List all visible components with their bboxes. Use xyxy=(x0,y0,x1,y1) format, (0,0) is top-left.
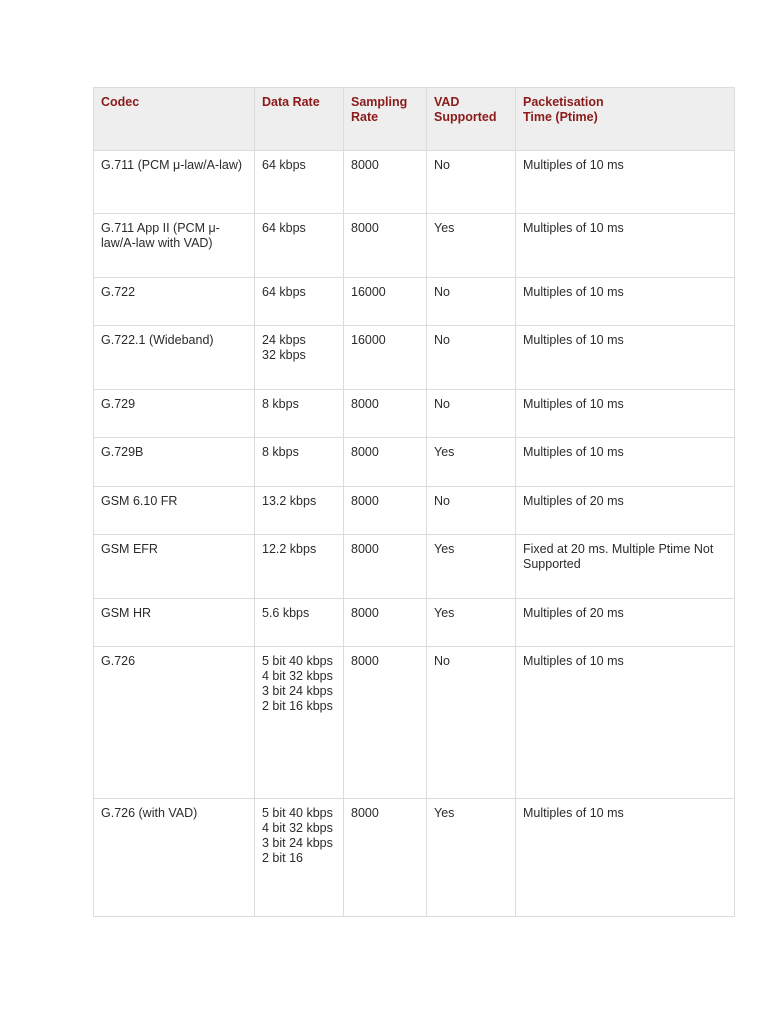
cell-data-rate-text: 12.2 kbps xyxy=(262,542,317,556)
cell-sampling-rate-text: 16000 xyxy=(351,333,386,347)
cell-codec xyxy=(94,438,255,487)
header-sampling-rate-line: Sampling xyxy=(351,95,408,109)
cell-sampling-rate xyxy=(344,487,427,535)
cell-sampling-rate xyxy=(344,214,427,278)
cell-data-rate xyxy=(255,535,344,599)
cell-ptime xyxy=(516,535,735,599)
cell-sampling-rate-text: 8000 xyxy=(351,494,379,508)
header-data-rate-line: Data Rate xyxy=(262,95,320,109)
cell-data-rate xyxy=(255,390,344,438)
table-row xyxy=(94,799,735,917)
cell-data-rate xyxy=(255,214,344,278)
cell-sampling-rate xyxy=(344,390,427,438)
header-codec xyxy=(94,88,255,151)
cell-data-rate xyxy=(255,599,344,647)
cell-vad xyxy=(427,535,516,599)
cell-data-rate-text: 64 kbps xyxy=(262,221,306,235)
header-sampling-rate xyxy=(344,88,427,151)
cell-data-rate xyxy=(255,647,344,799)
cell-vad-text: Yes xyxy=(434,806,455,820)
cell-data-rate-text: 2 bit 16 xyxy=(262,851,304,865)
cell-vad xyxy=(427,278,516,326)
cell-codec-text: G.711 (PCM μ-law/A-law) xyxy=(101,158,243,172)
cell-ptime-text: Multiples of 10 ms xyxy=(523,654,624,668)
cell-data-rate-text: 5 bit 40 kbps xyxy=(262,806,333,820)
cell-ptime xyxy=(516,390,735,438)
cell-data-rate-text: 32 kbps xyxy=(262,348,306,362)
cell-codec-text: GSM HR xyxy=(101,606,151,620)
cell-sampling-rate xyxy=(344,599,427,647)
cell-sampling-rate-text: 8000 xyxy=(351,445,379,459)
cell-sampling-rate-text: 8000 xyxy=(351,654,379,668)
cell-ptime xyxy=(516,647,735,799)
cell-vad-text: Yes xyxy=(434,542,455,556)
cell-codec-text: G.729B xyxy=(101,445,144,459)
cell-data-rate xyxy=(255,278,344,326)
cell-sampling-rate xyxy=(344,278,427,326)
cell-data-rate xyxy=(255,438,344,487)
cell-data-rate-text: 5 bit 40 kbps xyxy=(262,654,333,668)
header-vad-line: VAD xyxy=(434,95,460,109)
table-row xyxy=(94,599,735,647)
cell-codec-text: G.726 (with VAD) xyxy=(101,806,198,820)
cell-ptime xyxy=(516,326,735,390)
cell-codec xyxy=(94,647,255,799)
table-header-row xyxy=(94,88,735,151)
cell-sampling-rate-text: 8000 xyxy=(351,221,379,235)
cell-sampling-rate xyxy=(344,326,427,390)
cell-data-rate-text: 64 kbps xyxy=(262,285,306,299)
cell-ptime xyxy=(516,214,735,278)
cell-vad xyxy=(427,599,516,647)
cell-vad xyxy=(427,214,516,278)
header-vad-supported xyxy=(427,88,516,151)
cell-codec xyxy=(94,278,255,326)
cell-sampling-rate xyxy=(344,438,427,487)
cell-data-rate-text: 13.2 kbps xyxy=(262,494,317,508)
cell-ptime-text: Fixed at 20 ms. Multiple Ptime Not Supported xyxy=(523,542,714,571)
cell-data-rate xyxy=(255,799,344,917)
table-row xyxy=(94,214,735,278)
table-row xyxy=(94,535,735,599)
cell-data-rate-text: 5.6 kbps xyxy=(262,606,310,620)
cell-vad-text: Yes xyxy=(434,445,455,459)
cell-codec xyxy=(94,151,255,214)
cell-vad-text: No xyxy=(434,494,450,508)
header-vad-line: Supported xyxy=(434,110,497,124)
cell-sampling-rate-text: 8000 xyxy=(351,397,379,411)
cell-sampling-rate-text: 16000 xyxy=(351,285,386,299)
header-ptime-line: Packetisation xyxy=(523,95,604,109)
cell-ptime xyxy=(516,278,735,326)
cell-ptime-text: Multiples of 20 ms xyxy=(523,494,624,508)
table-row xyxy=(94,390,735,438)
cell-codec-text: G.726 xyxy=(101,654,136,668)
cell-data-rate-text: 4 bit 32 kbps xyxy=(262,821,333,835)
cell-codec xyxy=(94,535,255,599)
table-body xyxy=(94,151,735,917)
cell-ptime-text: Multiples of 10 ms xyxy=(523,285,624,299)
cell-vad-text: No xyxy=(434,158,450,172)
cell-sampling-rate-text: 8000 xyxy=(351,606,379,620)
cell-sampling-rate xyxy=(344,151,427,214)
cell-codec xyxy=(94,214,255,278)
cell-codec xyxy=(94,326,255,390)
header-data-rate xyxy=(255,88,344,151)
cell-vad-text: No xyxy=(434,285,450,299)
cell-ptime-text: Multiples of 10 ms xyxy=(523,445,624,459)
cell-sampling-rate-text: 8000 xyxy=(351,542,379,556)
cell-data-rate xyxy=(255,151,344,214)
cell-data-rate-text: 2 bit 16 kbps xyxy=(262,699,333,713)
cell-vad xyxy=(427,647,516,799)
cell-vad xyxy=(427,487,516,535)
header-sampling-rate-line: Rate xyxy=(351,110,379,124)
cell-ptime-text: Multiples of 10 ms xyxy=(523,333,624,347)
cell-codec xyxy=(94,799,255,917)
cell-codec-text: G.711 App II (PCM μ-law/A-law with VAD) xyxy=(101,221,220,250)
cell-vad-text: No xyxy=(434,654,450,668)
cell-sampling-rate xyxy=(344,535,427,599)
cell-vad xyxy=(427,438,516,487)
cell-sampling-rate-text: 8000 xyxy=(351,806,379,820)
cell-ptime xyxy=(516,799,735,917)
cell-ptime-text: Multiples of 10 ms xyxy=(523,806,624,820)
cell-vad xyxy=(427,326,516,390)
cell-ptime xyxy=(516,151,735,214)
cell-data-rate-text: 4 bit 32 kbps xyxy=(262,669,333,683)
cell-data-rate-text: 24 kbps xyxy=(262,333,306,347)
cell-data-rate-text: 8 kbps xyxy=(262,445,299,459)
cell-codec-text: GSM 6.10 FR xyxy=(101,494,178,508)
cell-ptime-text: Multiples of 10 ms xyxy=(523,158,624,172)
codec-table xyxy=(93,87,735,917)
cell-codec-text: G.729 xyxy=(101,397,136,411)
table-row xyxy=(94,278,735,326)
cell-vad xyxy=(427,799,516,917)
cell-ptime xyxy=(516,438,735,487)
header-ptime-line: Time (Ptime) xyxy=(523,110,598,124)
cell-data-rate-text: 64 kbps xyxy=(262,158,306,172)
cell-ptime-text: Multiples of 20 ms xyxy=(523,606,624,620)
table-row xyxy=(94,487,735,535)
cell-data-rate-text: 3 bit 24 kbps xyxy=(262,684,333,698)
cell-sampling-rate-text: 8000 xyxy=(351,158,379,172)
cell-vad-text: No xyxy=(434,333,450,347)
table-row xyxy=(94,326,735,390)
cell-data-rate xyxy=(255,326,344,390)
cell-sampling-rate xyxy=(344,647,427,799)
cell-ptime xyxy=(516,599,735,647)
cell-ptime xyxy=(516,487,735,535)
cell-data-rate xyxy=(255,487,344,535)
header-codec-line: Codec xyxy=(101,95,140,109)
cell-vad xyxy=(427,390,516,438)
cell-codec xyxy=(94,390,255,438)
table-row xyxy=(94,151,735,214)
cell-codec-text: G.722 xyxy=(101,285,136,299)
cell-vad-text: Yes xyxy=(434,606,455,620)
cell-data-rate-text: 8 kbps xyxy=(262,397,299,411)
cell-codec xyxy=(94,487,255,535)
header-ptime xyxy=(516,88,735,151)
cell-ptime-text: Multiples of 10 ms xyxy=(523,397,624,411)
cell-vad xyxy=(427,151,516,214)
cell-codec-text: GSM EFR xyxy=(101,542,158,556)
cell-data-rate-text: 3 bit 24 kbps xyxy=(262,836,333,850)
cell-vad-text: No xyxy=(434,397,450,411)
table-row xyxy=(94,647,735,799)
cell-vad-text: Yes xyxy=(434,221,455,235)
cell-ptime-text: Multiples of 10 ms xyxy=(523,221,624,235)
table-row xyxy=(94,438,735,487)
cell-codec xyxy=(94,599,255,647)
cell-codec-text: G.722.1 (Wideband) xyxy=(101,333,214,347)
cell-sampling-rate xyxy=(344,799,427,917)
